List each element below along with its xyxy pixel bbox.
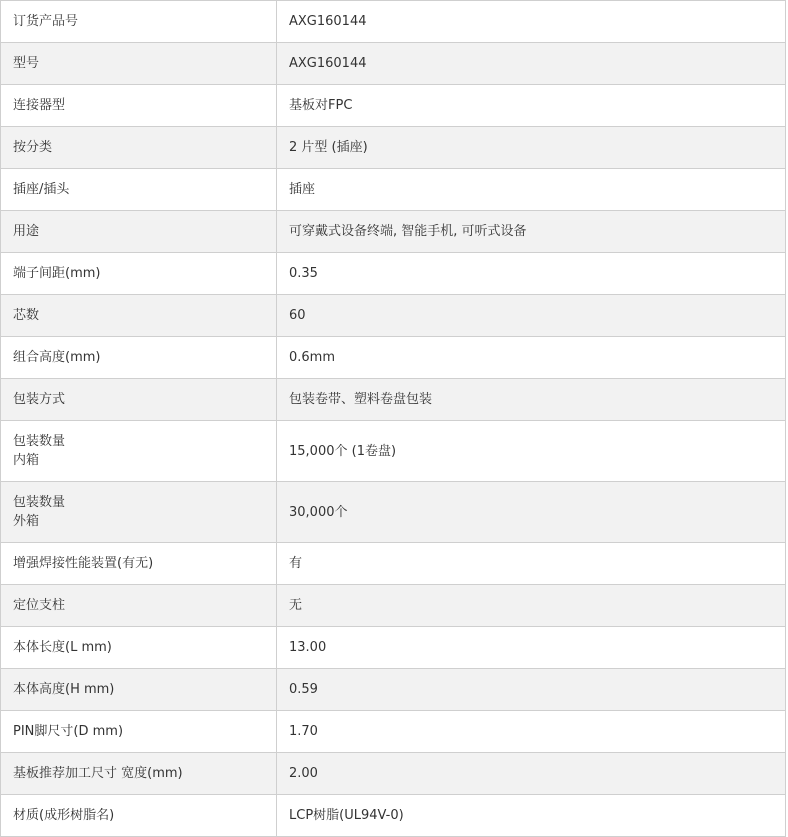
table-row <box>1 169 786 211</box>
table-row <box>1 421 786 482</box>
spec-label: 型号 <box>1 43 277 85</box>
spec-value: 可穿戴式设备终端, 智能手机, 可听式设备 <box>277 211 786 253</box>
spec-value: 插座 <box>277 169 786 211</box>
table-row <box>1 585 786 627</box>
spec-label-line2: 外箱 <box>13 514 40 529</box>
spec-label: PIN脚尺寸(D mm) <box>1 711 277 753</box>
spec-value: 1.70 <box>277 711 786 753</box>
spec-label: 芯数 <box>1 295 277 337</box>
table-row <box>1 127 786 169</box>
spec-label: 增强焊接性能装置(有无) <box>1 543 277 585</box>
table-row <box>1 795 786 837</box>
spec-label: 材质(成形树脂名) <box>1 795 277 837</box>
spec-label: 基板推荐加工尺寸 宽度(mm) <box>1 753 277 795</box>
spec-label: 本体长度(L mm) <box>1 627 277 669</box>
spec-label <box>1 482 277 543</box>
table-row <box>1 627 786 669</box>
spec-label: 连接器型 <box>1 85 277 127</box>
table-row <box>1 211 786 253</box>
table-row <box>1 85 786 127</box>
spec-value: 0.6mm <box>277 337 786 379</box>
spec-value: 有 <box>277 543 786 585</box>
spec-value: 基板对FPC <box>277 85 786 127</box>
table-row <box>1 337 786 379</box>
spec-label: 用途 <box>1 211 277 253</box>
spec-label: 组合高度(mm) <box>1 337 277 379</box>
spec-value: 2 片型 (插座) <box>277 127 786 169</box>
spec-value: 2.00 <box>277 753 786 795</box>
table-row <box>1 482 786 543</box>
spec-label-line2: 内箱 <box>13 453 40 468</box>
spec-value: 60 <box>277 295 786 337</box>
spec-label: 包装方式 <box>1 379 277 421</box>
spec-label: 插座/插头 <box>1 169 277 211</box>
spec-value: 无 <box>277 585 786 627</box>
spec-label <box>1 421 277 482</box>
table-row <box>1 1 786 43</box>
spec-value: 包装卷带、塑料卷盘包装 <box>277 379 786 421</box>
spec-label: 端子间距(mm) <box>1 253 277 295</box>
table-row <box>1 253 786 295</box>
table-row <box>1 43 786 85</box>
spec-label-line1: 包装数量 <box>13 434 66 449</box>
table-row <box>1 669 786 711</box>
spec-label: 按分类 <box>1 127 277 169</box>
table-row <box>1 379 786 421</box>
table-row <box>1 543 786 585</box>
spec-value: AXG160144 <box>277 1 786 43</box>
spec-value: 0.59 <box>277 669 786 711</box>
table-row <box>1 711 786 753</box>
spec-value: 0.35 <box>277 253 786 295</box>
table-row <box>1 753 786 795</box>
spec-value: 30,000个 <box>277 482 786 543</box>
spec-value: AXG160144 <box>277 43 786 85</box>
spec-value: 13.00 <box>277 627 786 669</box>
spec-value: 15,000个 (1卷盘) <box>277 421 786 482</box>
table-row <box>1 295 786 337</box>
spec-label: 订货产品号 <box>1 1 277 43</box>
spec-label-line1: 包装数量 <box>13 495 66 510</box>
spec-label: 定位支柱 <box>1 585 277 627</box>
spec-label: 本体高度(H mm) <box>1 669 277 711</box>
spec-value: LCP树脂(UL94V-0) <box>277 795 786 837</box>
